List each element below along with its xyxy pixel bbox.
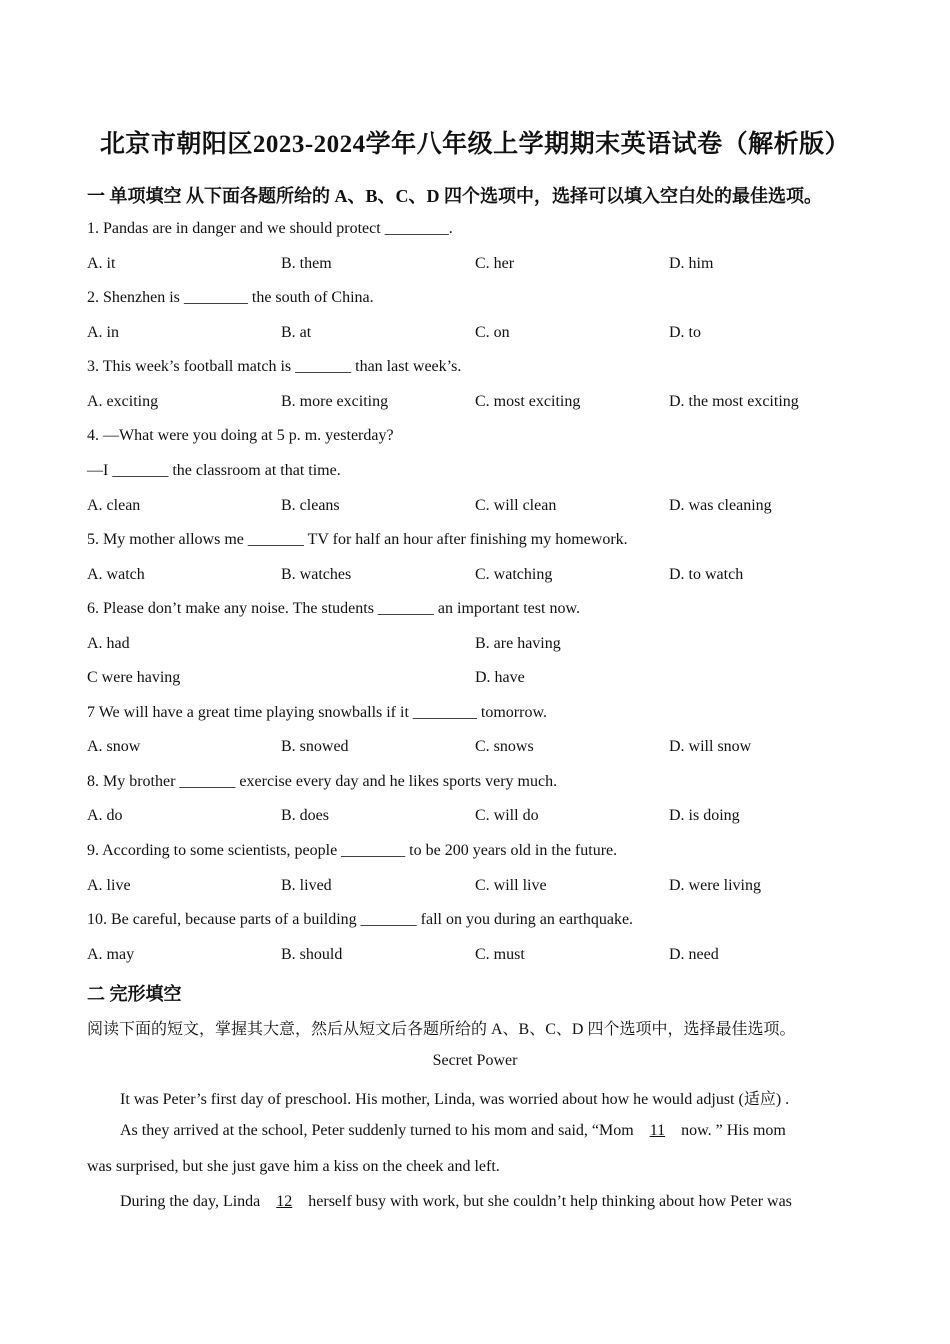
question-5-option-a: A. watch <box>87 566 145 583</box>
question-8-option-d: D. is doing <box>669 807 740 824</box>
question-7-option-b: B. snowed <box>281 738 349 755</box>
question-3-option-c: C. most exciting <box>475 393 581 410</box>
question-8-option-b: B. does <box>281 807 329 824</box>
question-6-option-b: B. are having <box>475 635 561 652</box>
question-7-option-d: D. will snow <box>669 738 752 755</box>
question-1-option-d: D. him <box>669 255 714 272</box>
cloze-blank-12: 12 <box>276 1193 293 1210</box>
question-9-option-b: B. lived <box>281 877 332 894</box>
question-9-option-d: D. were living <box>669 877 761 894</box>
question-7-option-a: A. snow <box>87 738 141 755</box>
section-1-heading: 一 单项填空 从下面各题所给的 A、B、C、D 四个选项中，选择可以填入空白处的最佳选项。 <box>87 186 822 206</box>
section-2-instruction: 阅读下面的短文，掌握其大意，然后从短文后各题所给的 A、B、C、D 四个选项中，选择最佳选项。 <box>87 1021 796 1038</box>
question-2-option-c: C. on <box>475 324 510 341</box>
question-8-option-c: C. will do <box>475 807 539 824</box>
question-1-option-b: B. them <box>281 255 332 272</box>
question-10-option-c: C. must <box>475 946 525 963</box>
question-3-stem: 3. This week’s football match is _______ than last week’s. <box>87 358 462 375</box>
question-6-stem: 6. Please don’t make any noise. The students _______ an important test now. <box>87 600 580 617</box>
passage-text: herself busy with work, but she couldn’t help thinking about how Peter was <box>308 1193 792 1210</box>
question-4-option-b: B. cleans <box>281 497 340 514</box>
question-10-option-a: A. may <box>87 946 135 963</box>
question-9-option-c: C. will live <box>475 877 547 894</box>
question-5-option-d: D. to watch <box>669 566 744 583</box>
question-10-option-b: B. should <box>281 946 343 963</box>
passage-paragraph-2 <box>120 1122 786 1140</box>
question-9-stem: 9. According to some scientists, people ________ to be 200 years old in the future. <box>87 842 618 859</box>
passage-paragraph-3 <box>120 1193 792 1211</box>
passage-text: During the day, Linda <box>120 1193 261 1210</box>
question-8-stem: 8. My brother _______ exercise every day and he likes sports very much. <box>87 773 558 790</box>
question-5-stem: 5. My mother allows me _______ TV for half an hour after finishing my homework. <box>87 531 628 548</box>
question-4-option-a: A. clean <box>87 497 141 514</box>
question-3-option-d: D. the most exciting <box>669 393 799 410</box>
question-6-option-c: C were having <box>87 669 181 686</box>
page-title: 北京市朝阳区2023-2024学年八年级上学期期末英语试卷（解析版） <box>99 131 851 158</box>
passage-title: Secret Power <box>432 1052 518 1069</box>
question-9-option-a: A. live <box>87 877 131 894</box>
passage-paragraph-2-cont: was surprised, but she just gave him a kiss on the cheek and left. <box>87 1158 500 1175</box>
question-4-stem-line-2: —I _______ the classroom at that time. <box>87 462 341 479</box>
question-4-stem: 4. —What were you doing at 5 p. m. yesterday? <box>87 427 394 444</box>
question-6-option-a: A. had <box>87 635 130 652</box>
section-2-heading: 二 完形填空 <box>87 984 182 1004</box>
question-3-option-a: A. exciting <box>87 393 159 410</box>
question-4-option-c: C. will clean <box>475 497 557 514</box>
question-10-option-d: D. need <box>669 946 719 963</box>
question-5-option-c: C. watching <box>475 566 553 583</box>
passage-paragraph-1: It was Peter’s first day of preschool. His mother, Linda, was worried about how he would adjust (适应) . <box>120 1091 790 1108</box>
question-2-stem: 2. Shenzhen is ________ the south of China. <box>87 289 374 306</box>
question-2-option-d: D. to <box>669 324 701 341</box>
passage-text: As they arrived at the school, Peter suddenly turned to his mom and said, “Mom <box>120 1122 634 1139</box>
question-1-option-a: A. it <box>87 255 116 272</box>
question-1-option-c: C. her <box>475 255 515 272</box>
cloze-blank-11: 11 <box>649 1122 666 1139</box>
question-10-stem: 10. Be careful, because parts of a building _______ fall on you during an earthquake. <box>87 911 634 928</box>
question-6-option-d: D. have <box>475 669 525 686</box>
question-2-option-b: B. at <box>281 324 312 341</box>
question-7-option-c: C. snows <box>475 738 534 755</box>
passage-text: now. ” His mom <box>681 1122 786 1139</box>
question-3-option-b: B. more exciting <box>281 393 389 410</box>
question-1-stem: 1. Pandas are in danger and we should protect ________. <box>87 220 453 237</box>
question-7-stem: 7 We will have a great time playing snowballs if it ________ tomorrow. <box>87 704 547 721</box>
question-2-option-a: A. in <box>87 324 119 341</box>
question-5-option-b: B. watches <box>281 566 352 583</box>
question-8-option-a: A. do <box>87 807 123 824</box>
question-4-option-d: D. was cleaning <box>669 497 772 514</box>
